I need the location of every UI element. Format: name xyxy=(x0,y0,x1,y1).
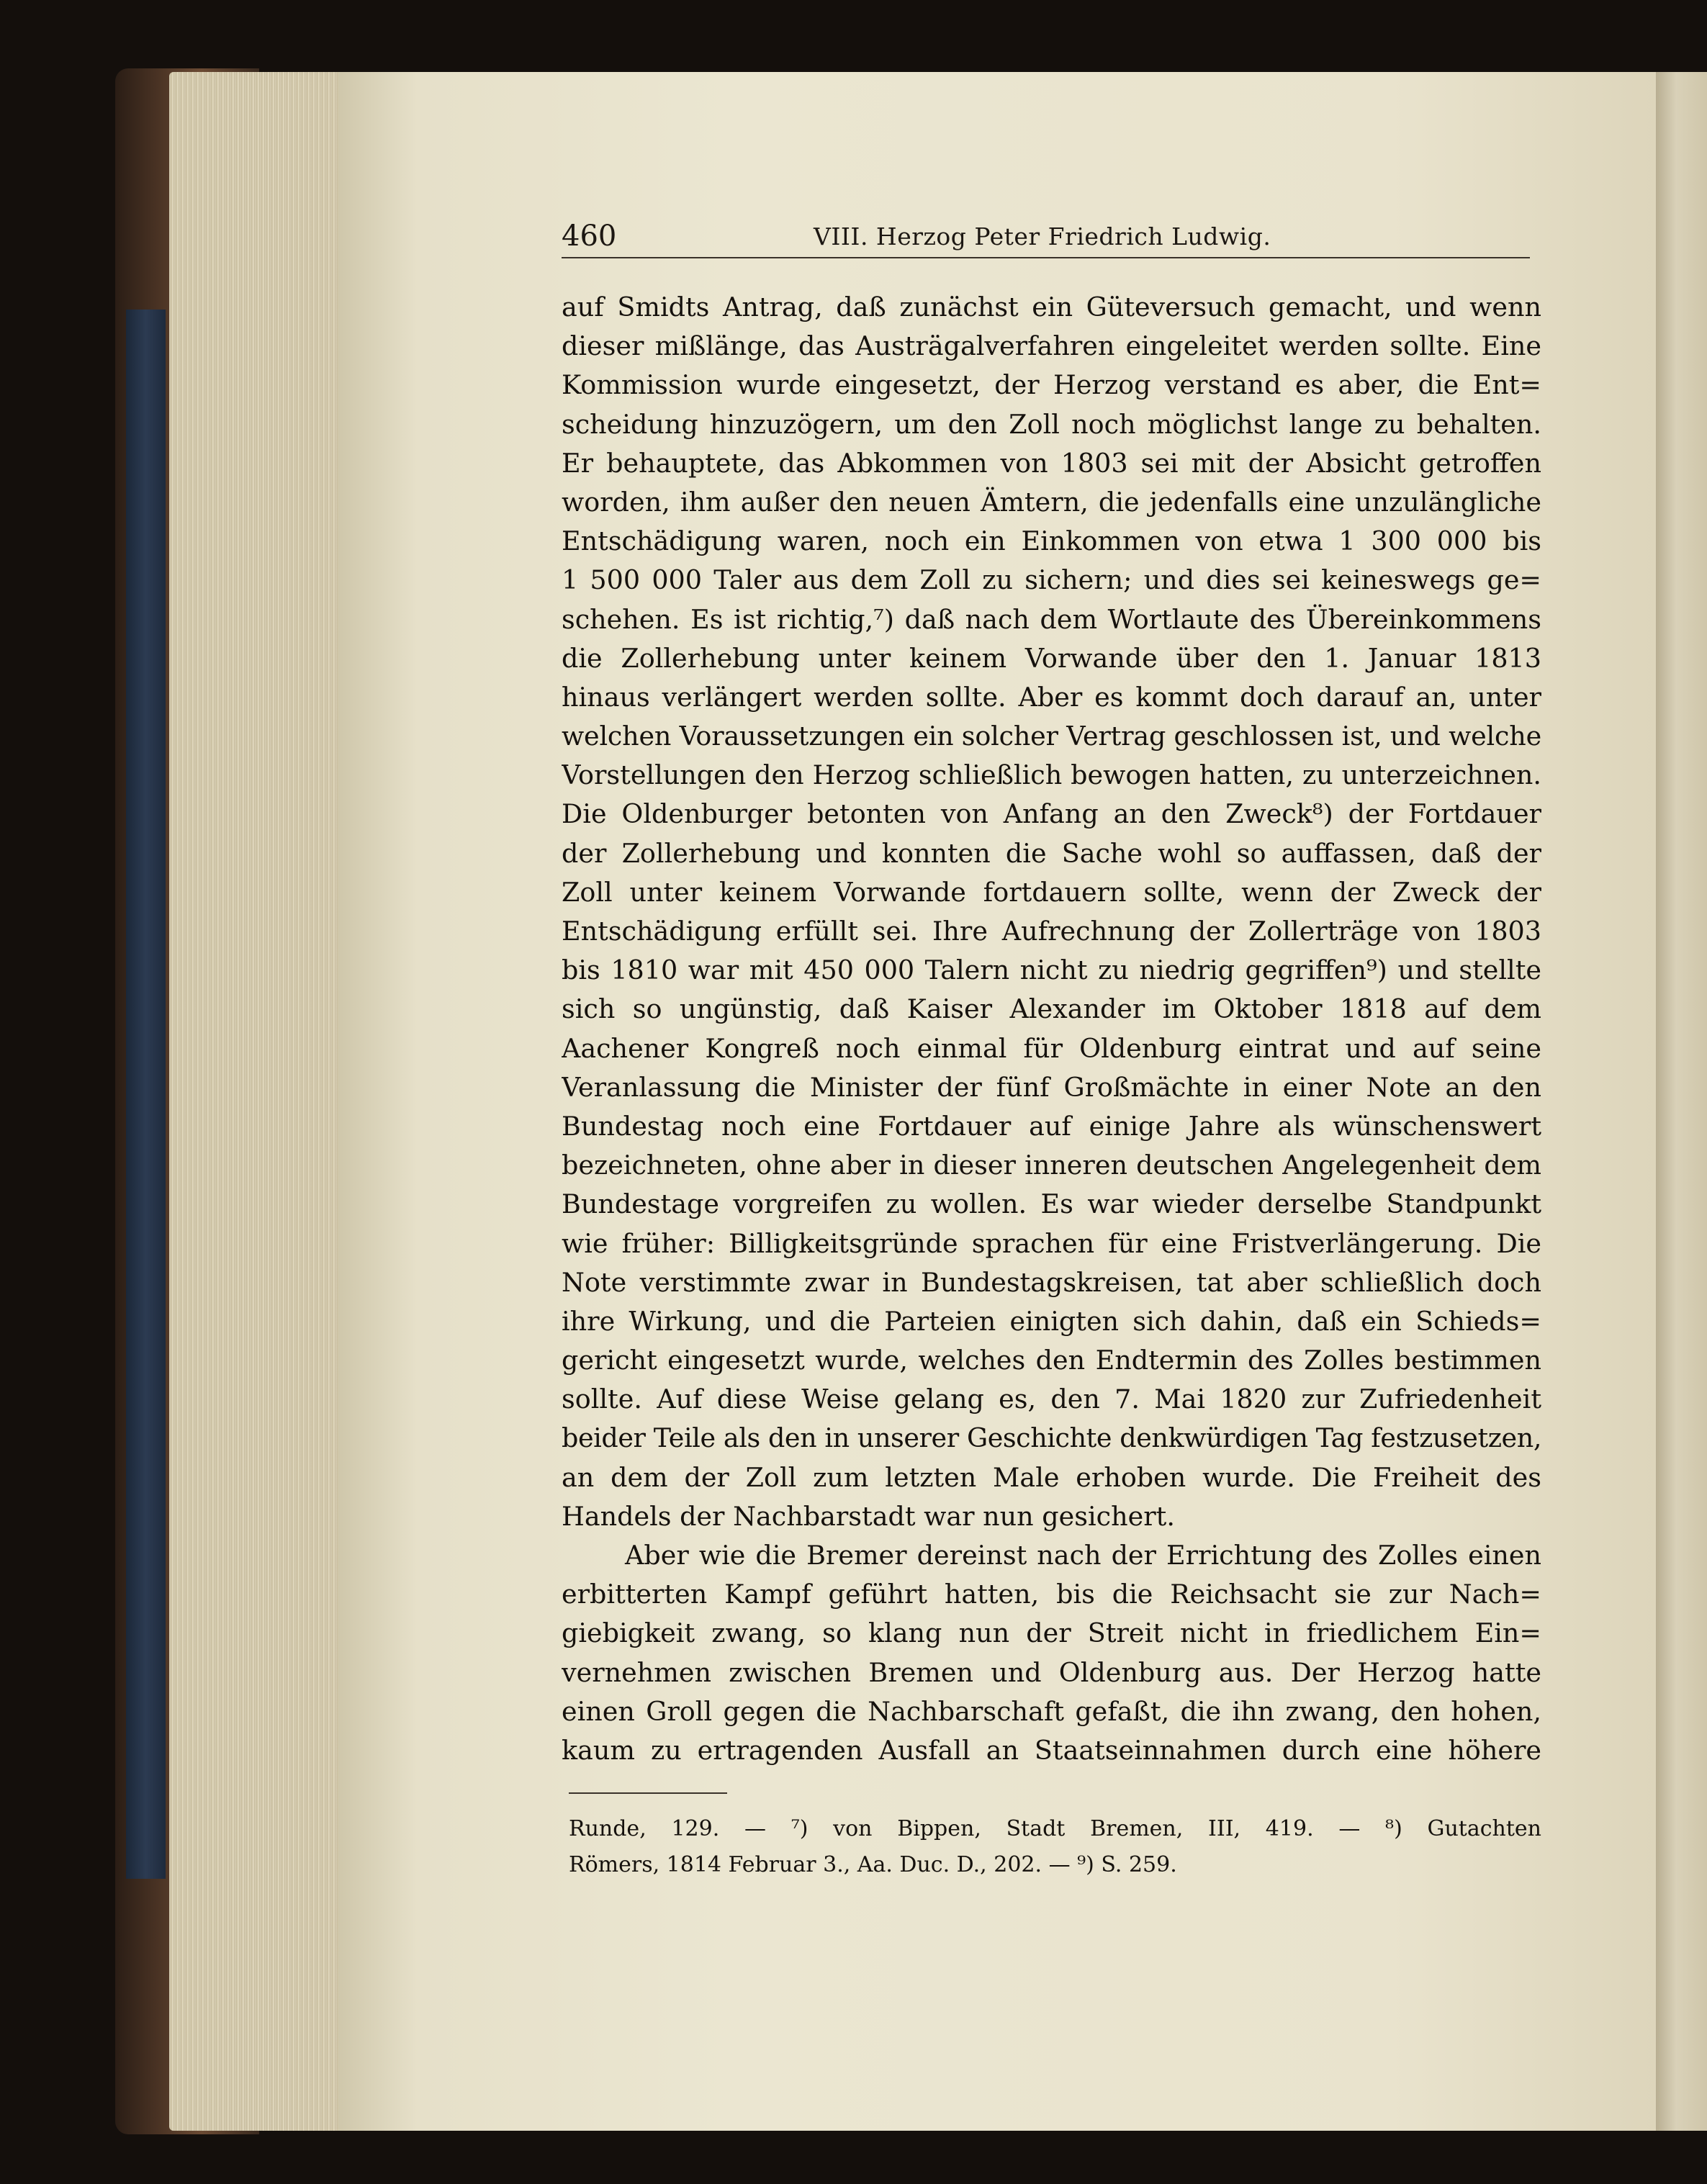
text-line: Entschädigung erfüllt sei. Ihre Aufrechnung der Zollerträge von 1803 xyxy=(562,916,1541,947)
cover-panel xyxy=(126,310,166,1879)
text-line: sich so ungünstig, daß Kaiser Alexander im Oktober 1818 auf dem xyxy=(562,993,1541,1025)
text-line: bezeichneten, ohne aber in dieser inneren deutschen Angelegenheit dem xyxy=(562,1150,1541,1181)
text-line: giebigkeit zwang, so klang nun der Streit nicht in friedlichem Ein= xyxy=(562,1617,1541,1649)
text-line: Aachener Kongreß noch einmal für Oldenburg eintrat und auf seine xyxy=(562,1032,1541,1064)
text-line: Aber wie die Bremer dereinst nach der Errichtung des Zolles einen xyxy=(625,1540,1541,1571)
facing-page-edge xyxy=(1656,72,1707,2131)
text-line: scheidung hinzuzögern, um den Zoll noch möglichst lange zu behalten. xyxy=(562,408,1541,440)
text-line: Zoll unter keinem Vorwande fortdauern sollte, wenn der Zweck der xyxy=(562,876,1541,908)
text-line: auf Smidts Antrag, daß zunächst ein Güteversuch gemacht, und wenn xyxy=(562,292,1541,322)
page-edges xyxy=(169,72,342,2131)
text-line: beider Teile als den in unserer Geschichte denkwürdigen Tag festzusetzen, xyxy=(562,1422,1541,1454)
running-head: VIII. Herzog Peter Friedrich Ludwig. xyxy=(814,222,1271,251)
text-line: Er behauptete, das Abkommen von 1803 sei mit der Absicht getroffen xyxy=(562,447,1541,479)
footnotes xyxy=(569,1811,1541,1883)
text-line: Bundestage vorgreifen zu wollen. Es war wieder derselbe Standpunkt xyxy=(562,1188,1541,1220)
text-line: an dem der Zoll zum letzten Male erhoben wurde. Die Freiheit des xyxy=(562,1461,1541,1493)
text-line: welchen Voraussetzungen ein solcher Vertrag geschlossen ist, und welche xyxy=(562,721,1541,752)
text-line: Vorstellungen den Herzog schließlich bewogen hatten, zu unterzeichnen. xyxy=(562,759,1541,791)
text-line: Entschädigung waren, noch ein Einkommen von etwa 1 300 000 bis xyxy=(562,525,1541,557)
text-line: gericht eingesetzt wurde, welches den Endtermin des Zolles bestimmen xyxy=(562,1345,1541,1376)
footnote-rule xyxy=(569,1792,727,1794)
footnote-line: Römers, 1814 Februar 3., Aa. Duc. D., 202. — ⁹) S. 259. xyxy=(569,1852,1177,1877)
body-text xyxy=(562,288,1541,1770)
text-line: einen Groll gegen die Nachbarschaft gefaßt, die ihn zwang, den hohen, xyxy=(562,1695,1541,1727)
page-number: 460 xyxy=(562,220,617,253)
text-line: ihre Wirkung, und die Parteien einigten sich dahin, daß ein Schieds= xyxy=(562,1305,1541,1337)
text-line: wie früher: Billigkeitsgründe sprachen für eine Fristverlängerung. Die xyxy=(562,1227,1541,1259)
text-line: die Zollerhebung unter keinem Vorwande über den 1. Januar 1813 xyxy=(562,642,1541,674)
header-rule xyxy=(562,257,1530,258)
text-line: der Zollerhebung und konnten die Sache wohl so auffassen, daß der xyxy=(562,837,1541,869)
text-line: schehen. Es ist richtig,⁷) daß nach dem Wortlaute des Übereinkommens xyxy=(562,603,1541,635)
text-line: worden, ihm außer den neuen Ämtern, die jedenfalls eine unzulängliche xyxy=(562,486,1541,518)
text-line: kaum zu ertragenden Ausfall an Staatseinnahmen durch eine höhere xyxy=(562,1734,1541,1766)
text-line: Die Oldenburger betonten von Anfang an den Zweck⁸) der Fortdauer xyxy=(562,798,1541,830)
page-header xyxy=(562,216,1530,256)
text-line: sollte. Auf diese Weise gelang es, den 7. Mai 1820 zur Zufriedenheit xyxy=(562,1384,1541,1415)
text-line: Bundestag noch eine Fortdauer auf einige Jahre als wünschenswert xyxy=(562,1110,1541,1142)
text-line: 1 500 000 Taler aus dem Zoll zu sichern; und dies sei keineswegs ge= xyxy=(562,564,1541,596)
text-line: Handels der Nachbarstadt war nun gesichert. xyxy=(562,1500,1175,1532)
text-line: erbitterten Kampf geführt hatten, bis die Reichsacht sie zur Nach= xyxy=(562,1579,1541,1610)
text-line: vernehmen zwischen Bremen und Oldenburg aus. Der Herzog hatte xyxy=(562,1656,1541,1688)
text-line: Kommission wurde eingesetzt, der Herzog verstand es aber, die Ent= xyxy=(562,369,1541,401)
text-line: Veranlassung die Minister der fünf Großmächte in einer Note an den xyxy=(562,1071,1541,1103)
footnote-line: Runde, 129. — ⁷) von Bippen, Stadt Bremen, III, 419. — ⁸) Gutachten xyxy=(569,1816,1541,1841)
text-line: dieser mißlänge, das Austrägalverfahren eingeleitet werden sollte. Eine xyxy=(562,330,1541,362)
text-line: bis 1810 war mit 450 000 Talern nicht zu niedrig gegriffen⁹) und stellte xyxy=(562,955,1541,986)
text-line: Note verstimmte zwar in Bundestagskreisen, tat aber schließlich doch xyxy=(562,1266,1541,1298)
text-line: hinaus verlängert werden sollte. Aber es kommt doch darauf an, unter xyxy=(562,681,1541,713)
